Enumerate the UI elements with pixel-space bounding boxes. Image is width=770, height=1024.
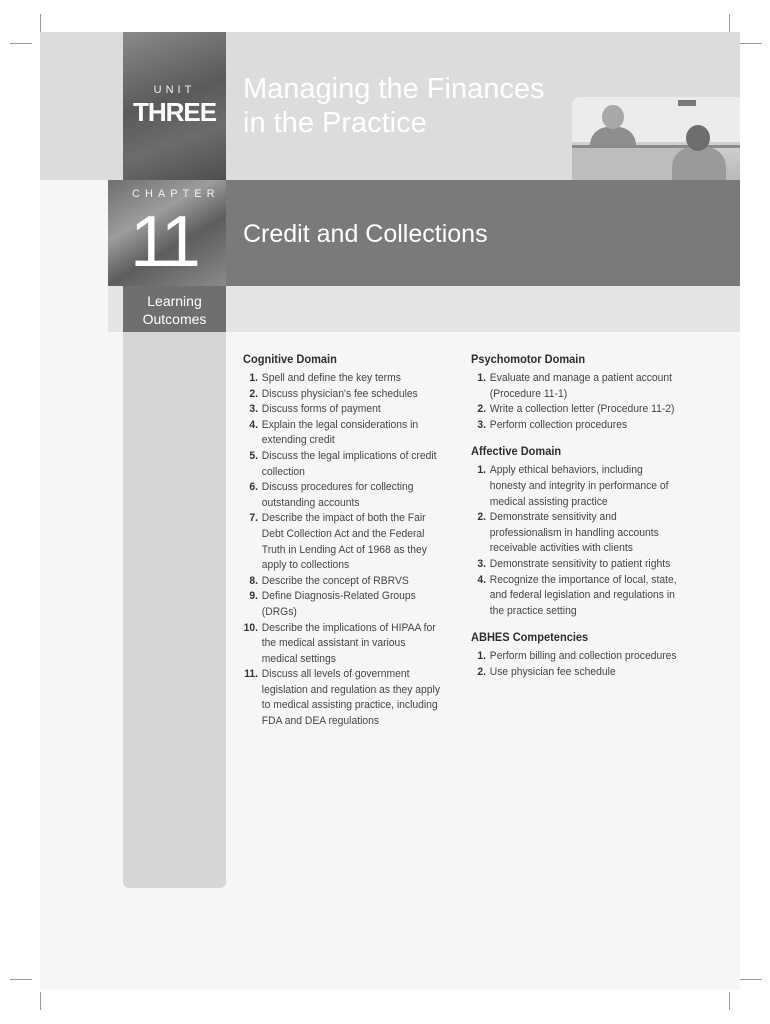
list-item [243,511,440,573]
item-text: Discuss all levels of government legislation and regulation as they apply to medical assisting practice, including FDA and DEA regulations [261,668,441,728]
list-item [243,574,440,590]
list-item [243,621,440,668]
affective-domain-list [471,463,691,619]
item-text: Spell and define the key terms [261,372,401,384]
list-item [243,387,440,403]
list-item [471,557,678,573]
item-number: 1. [477,464,487,477]
list-item [471,573,678,620]
crop-mark [40,14,41,32]
list-item [243,418,440,449]
item-number: 2. [477,403,487,416]
learning-outcomes-label: Learning Outcomes [142,293,207,327]
list-item [243,589,440,620]
chapter-title: Credit and Collections [243,220,488,248]
item-text: Describe the impact of both the Fair Debt Collection Act and the Federal Truth in Lending Act of 1968 as they apply to collections [261,512,427,572]
item-text: Discuss physician's fee schedules [261,387,418,400]
affective-domain-heading: Affective Domain [471,444,562,459]
list-item [243,371,440,387]
list-item [471,665,678,681]
item-text: Explain the legal considerations in extending credit [261,418,419,447]
cognitive-domain-list [243,371,453,730]
unit-label: UNIT [153,84,196,96]
abhes-competencies-heading: ABHES Competencies [471,630,589,645]
unit-number: THREE [132,97,217,127]
abhes-competencies-list [471,649,691,680]
affective-domain-section [471,443,691,619]
item-text: Discuss procedures for collecting outstanding accounts [261,481,414,509]
list-item [243,402,440,418]
item-number: 1. [477,650,487,663]
item-text: Describe the implications of HIPAA for the medical assistant in various medical settings [261,621,436,665]
item-text: Demonstrate sensitivity and professionalism in handling accounts receivable activities with clients [489,511,659,555]
item-text: Discuss the legal implications of credit collection [261,449,437,478]
item-number: 3. [477,418,487,431]
item-text: Demonstrate sensitivity to patient rights [489,557,671,570]
item-number: 8. [249,574,259,587]
item-text: Discuss forms of payment [261,403,381,416]
list-item [243,480,440,511]
item-text: Write a collection letter (Procedure 11-2) [489,403,675,416]
item-text: Perform billing and collection procedures [489,650,677,663]
item-number: 1. [249,372,259,384]
crop-mark [10,979,32,980]
item-number: 10. [243,621,259,634]
psychomotor-domain-heading: Psychomotor Domain [471,352,586,366]
left-column [243,351,453,738]
item-text: Use physician fee schedule [489,665,616,678]
item-number: 2. [477,511,487,524]
item-number: 5. [249,449,259,462]
cognitive-domain-heading: Cognitive Domain [243,352,337,366]
item-text: Describe the concept of RBRVS [261,574,409,587]
right-column [471,351,691,689]
unit-title: Managing the Finances in the Practice [243,73,545,139]
item-text: Evaluate and manage a patient account (Procedure 11-1) [489,372,673,400]
list-item [243,449,440,480]
abhes-competencies-section [471,629,691,680]
item-number: 1. [477,372,487,384]
item-number: 4. [249,418,259,431]
front-desk-photo [572,97,740,180]
item-number: 6. [249,481,259,494]
item-text: Define Diagnosis-Related Groups (DRGs) [261,590,416,618]
list-item [471,463,678,510]
chapter-label: CHAPTER [132,188,220,200]
item-number: 7. [249,512,259,525]
psychomotor-domain-section [471,351,691,433]
list-item [471,510,678,557]
crop-mark [740,43,762,44]
list-item [471,371,678,402]
crop-mark [40,992,41,1010]
item-number: 3. [249,403,259,416]
chapter-number: 11 [130,202,197,282]
list-item [471,402,678,418]
crop-mark [740,979,762,980]
item-number: 11. [244,668,259,681]
item-number: 2. [477,665,487,678]
item-number: 3. [477,557,487,570]
psychomotor-domain-list [471,371,691,433]
list-item [243,667,440,729]
crop-mark [729,992,730,1010]
crop-mark [729,14,730,32]
item-text: Perform collection procedures [489,418,628,431]
cognitive-domain-section [243,351,453,730]
item-number: 2. [249,387,259,400]
list-item [471,649,678,665]
item-number: 4. [477,573,487,586]
crop-mark [10,43,32,44]
item-text: Apply ethical behaviors, including honesty and integrity in performance of medical assisting practice [489,464,669,508]
list-item [471,418,678,434]
item-text: Recognize the importance of local, state, and federal legislation and regulations in the practice setting [489,573,677,617]
item-number: 9. [249,590,259,603]
